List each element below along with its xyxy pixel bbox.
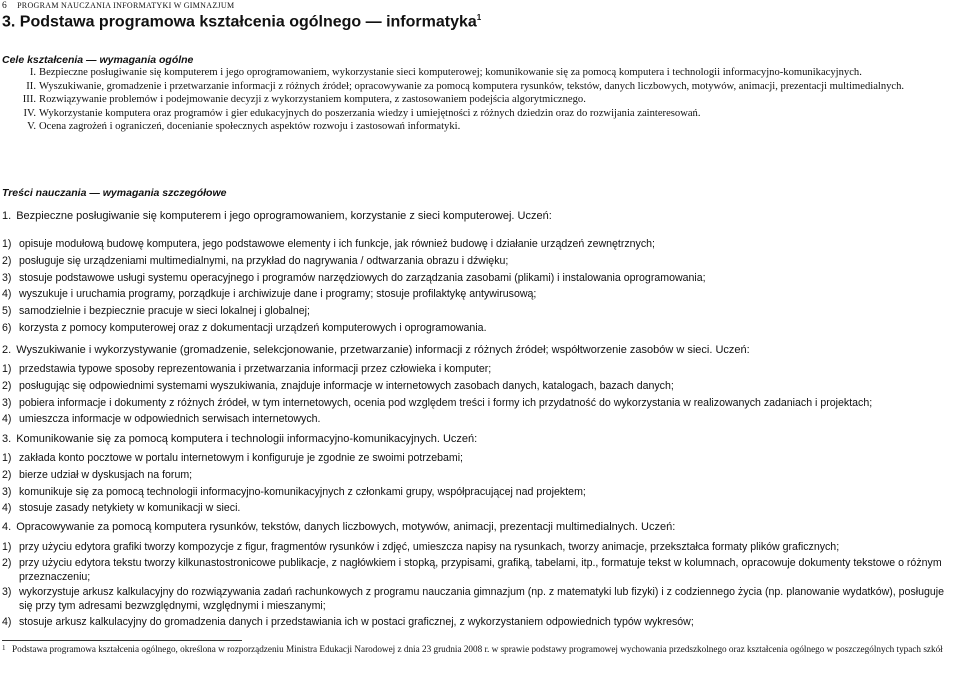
- section-3-heading: [2, 433, 957, 445]
- list-item: [2, 586, 957, 614]
- general-goal-number: III.: [22, 94, 36, 105]
- list-item-text: stosuje zasady netykiety w komunikacji w sieci.: [19, 502, 241, 515]
- list-item-text: pobiera informacje i dokumenty z różnych źródeł, w tym internetowych, ocenia pod względem treści i formy ich przydatność do wykorzystania w realizowanych zadaniach i projektach;: [19, 396, 873, 409]
- section-2-items: [2, 363, 957, 430]
- list-item-text: przedstawia typowe sposoby reprezentowania i przetwarzania informacji przez człowieka i komputer;: [19, 363, 492, 375]
- title-footnote-ref: 1: [476, 13, 482, 22]
- section-1-heading: [2, 210, 957, 222]
- list-item-text: stosuje arkusz kalkulacyjny do gromadzenia danych i przedstawiania ich w postaci graficznej, z wykorzystaniem odpowiednich typów wykresów;: [19, 615, 694, 628]
- list-item-number: 4): [2, 502, 12, 515]
- list-item-text: zakłada konto pocztowe w portalu internetowym i konfiguruje je zgodnie ze swoimi potrzebami;: [19, 452, 463, 464]
- list-item: [2, 288, 957, 302]
- list-item-number: 2): [2, 379, 12, 392]
- list-item-number: 1): [2, 363, 12, 375]
- general-goal-text: Bezpieczne posługiwanie się komputerem i jego oprogramowaniem, wykorzystanie sieci komputerowej; komunikowanie się za pomocą komputera i technologii informacyjno-komunikacyjnych.: [39, 67, 862, 78]
- list-item-number: 1): [2, 452, 12, 464]
- footnote-divider: [2, 640, 242, 641]
- general-goal-text: Wykorzystanie komputera oraz programów i gier edukacyjnych do poszerzania wiedzy i umiejętności z różnych dziedzin oraz do rozwijania zainteresowań.: [39, 107, 701, 119]
- section-number: 2.: [2, 344, 12, 356]
- list-item-text: posługując się odpowiednimi systemami wyszukiwania, znajduje informacje w internetowych zasobach danych, katalogach, bazach danych;: [19, 379, 674, 392]
- list-item-number: 3): [2, 586, 12, 599]
- list-item-text: wykorzystuje arkusz kalkulacyjny do rozwiązywania zadań rachunkowych z programu nauczania gimnazjum (np. z matematyki lub fizyki) i z codziennego życia (np. planowanie wydatków), posługuje się przy tym adresami bezwzględnymi, względnymi i mieszanymi;: [19, 586, 945, 613]
- section-number: 3.: [2, 433, 12, 445]
- section-4-heading: [2, 521, 957, 533]
- list-item: [2, 397, 957, 411]
- list-item-text: przy użyciu edytora tekstu tworzy kilkunastostronicowe publikacje, z nagłówkiem i stopką, przypisami, grafiką, tabelami, itp., formatuje tekst w kolumnach, opracowuje dokumenty tekstowe o różnym przeznaczeniu;: [19, 556, 942, 583]
- general-goal-item: [2, 93, 957, 107]
- list-item-number: 3): [2, 396, 12, 409]
- list-item-number: 5): [2, 305, 12, 318]
- section-heading-text: Bezpieczne posługiwanie się komputerem i jego oprogramowaniem, korzystanie z sieci komputerowej. Uczeń:: [16, 210, 552, 222]
- list-item-text: opisuje modułową budowę komputera, jego podstawowe elementy i ich funkcje, jak również budowę i działanie urządzeń zewnętrznych;: [19, 238, 655, 250]
- section-heading-text: Opracowywanie za pomocą komputera rysunków, tekstów, danych liczbowych, motywów, animacji, prezentacji multimedialnych. Uczeń:: [16, 521, 676, 533]
- list-item-number: 3): [2, 271, 12, 284]
- list-item-text: stosuje podstawowe usługi systemu operacyjnego i programów narzędziowych do zarządzania zasobami (plikami) i instalowania oprogramowania;: [19, 271, 706, 284]
- list-item: [2, 502, 957, 516]
- detailed-requirements-heading: Treści nauczania — wymagania szczegółowe: [2, 187, 227, 199]
- general-goal-number: IV.: [23, 107, 36, 119]
- list-item-number: 4): [2, 615, 12, 628]
- general-goal-text: Rozwiązywanie problemów i podejmowanie decyzji z wykorzystaniem komputera, z zastosowaniem podejścia algorytmicznego.: [39, 94, 586, 105]
- list-item-text: komunikuje się za pomocą technologii informacyjno-komunikacyjnych z członkami grupy, współpracującej nad projektem;: [19, 485, 586, 498]
- list-item-number: 4): [2, 413, 12, 426]
- general-goal-text: Wyszukiwanie, gromadzenie i przetwarzanie informacji z różnych źródeł; opracowywanie za pomocą komputera rysunków, tekstów, danych liczbowych, motywów, animacji, prezentacji multimedialnych.: [39, 80, 905, 92]
- general-goal-item: [2, 80, 957, 94]
- general-goals-heading: Cele kształcenia — wymagania ogólne: [2, 54, 194, 66]
- list-item-number: 2): [2, 468, 12, 481]
- list-item-text: korzysta z pomocy komputerowej oraz z dokumentacji urządzeń komputerowych i oprogramowania.: [19, 321, 487, 334]
- general-goal-number: II.: [26, 80, 36, 92]
- list-item: [2, 469, 957, 483]
- list-item: [2, 363, 957, 377]
- page-number: 6: [2, 1, 8, 11]
- list-item: [2, 486, 957, 500]
- list-item: [2, 322, 957, 336]
- general-goal-item: [2, 107, 957, 121]
- list-item-number: 1): [2, 541, 12, 553]
- list-item-text: umieszcza informacje w odpowiednich serwisach internetowych.: [19, 413, 321, 426]
- section-4-items: [2, 541, 957, 632]
- list-item-number: 1): [2, 238, 12, 250]
- list-item: [2, 616, 957, 630]
- section-heading-text: Wyszukiwanie i wykorzystywanie (gromadzenie, selekcjonowanie, przetwarzanie) informacji z różnych źródeł; współtworzenie zasobów w sieci. Uczeń:: [16, 344, 750, 356]
- list-item: [2, 272, 957, 286]
- section-3-items: [2, 452, 957, 519]
- running-head: [2, 1, 234, 11]
- list-item: [2, 255, 957, 269]
- list-item: [2, 452, 957, 466]
- list-item: [2, 557, 957, 585]
- footnote: [2, 643, 957, 655]
- general-goal-text: Ocena zagrożeń i ograniczeń, docenianie społecznych aspektów rozwoju i zastosowań informatyki.: [39, 121, 461, 132]
- general-goal-item: [2, 120, 957, 134]
- section-1-items: [2, 238, 957, 339]
- list-item: [2, 380, 957, 394]
- page-title: [2, 13, 481, 31]
- general-goals-list: [2, 66, 957, 134]
- list-item: [2, 238, 957, 252]
- list-item-number: 6): [2, 321, 12, 334]
- list-item-text: przy użyciu edytora grafiki tworzy kompozycje z figur, fragmentów rysunków i zdjęć, umieszcza napisy na rysunkach, tworzy animacje, przekształca formaty plików graficznych;: [19, 541, 840, 553]
- general-goal-number: I.: [29, 67, 36, 78]
- footnote-text: Podstawa programowa kształcenia ogólnego, określona w rozporządzeniu Ministra Edukacji Narodowej z dnia 23 grudnia 2008 r. w sprawie podstawy programowej wychowania przedszkolnego oraz kształcenia ogólnego w poszczególnych typach szkół: [12, 644, 943, 654]
- section-heading-text: Komunikowanie się za pomocą komputera i technologii informacyjno-komunikacyjnych. Uczeń:: [16, 433, 478, 445]
- list-item: [2, 305, 957, 319]
- section-number: 4.: [2, 521, 12, 533]
- list-item-number: 2): [2, 556, 12, 569]
- list-item-text: posługuje się urządzeniami multimedialnymi, na przykład do nagrywania / odtwarzania obrazu i dźwięku;: [19, 254, 509, 267]
- list-item-text: samodzielnie i bezpiecznie pracuje w sieci lokalnej i globalnej;: [19, 305, 310, 318]
- section-2-heading: [2, 344, 957, 356]
- page-title-text: 3. Podstawa programowa kształcenia ogólnego — informatyka: [2, 13, 477, 31]
- list-item: [2, 541, 957, 555]
- list-item-number: 4): [2, 288, 12, 301]
- list-item-text: wyszukuje i uruchamia programy, porządkuje i archiwizuje dane i programy; stosuje profilaktykę antywirusową;: [19, 288, 537, 301]
- footnote-mark: 1: [2, 644, 6, 652]
- list-item: [2, 413, 957, 427]
- list-item-text: bierze udział w dyskusjach na forum;: [19, 468, 193, 481]
- section-number: 1.: [2, 210, 12, 222]
- list-item-number: 2): [2, 254, 12, 267]
- list-item-number: 3): [2, 485, 12, 498]
- general-goal-item: [2, 66, 957, 80]
- running-head-text: PROGRAM NAUCZANIA INFORMATYKI W GIMNAZJUM: [17, 1, 235, 10]
- general-goal-number: V.: [27, 121, 36, 132]
